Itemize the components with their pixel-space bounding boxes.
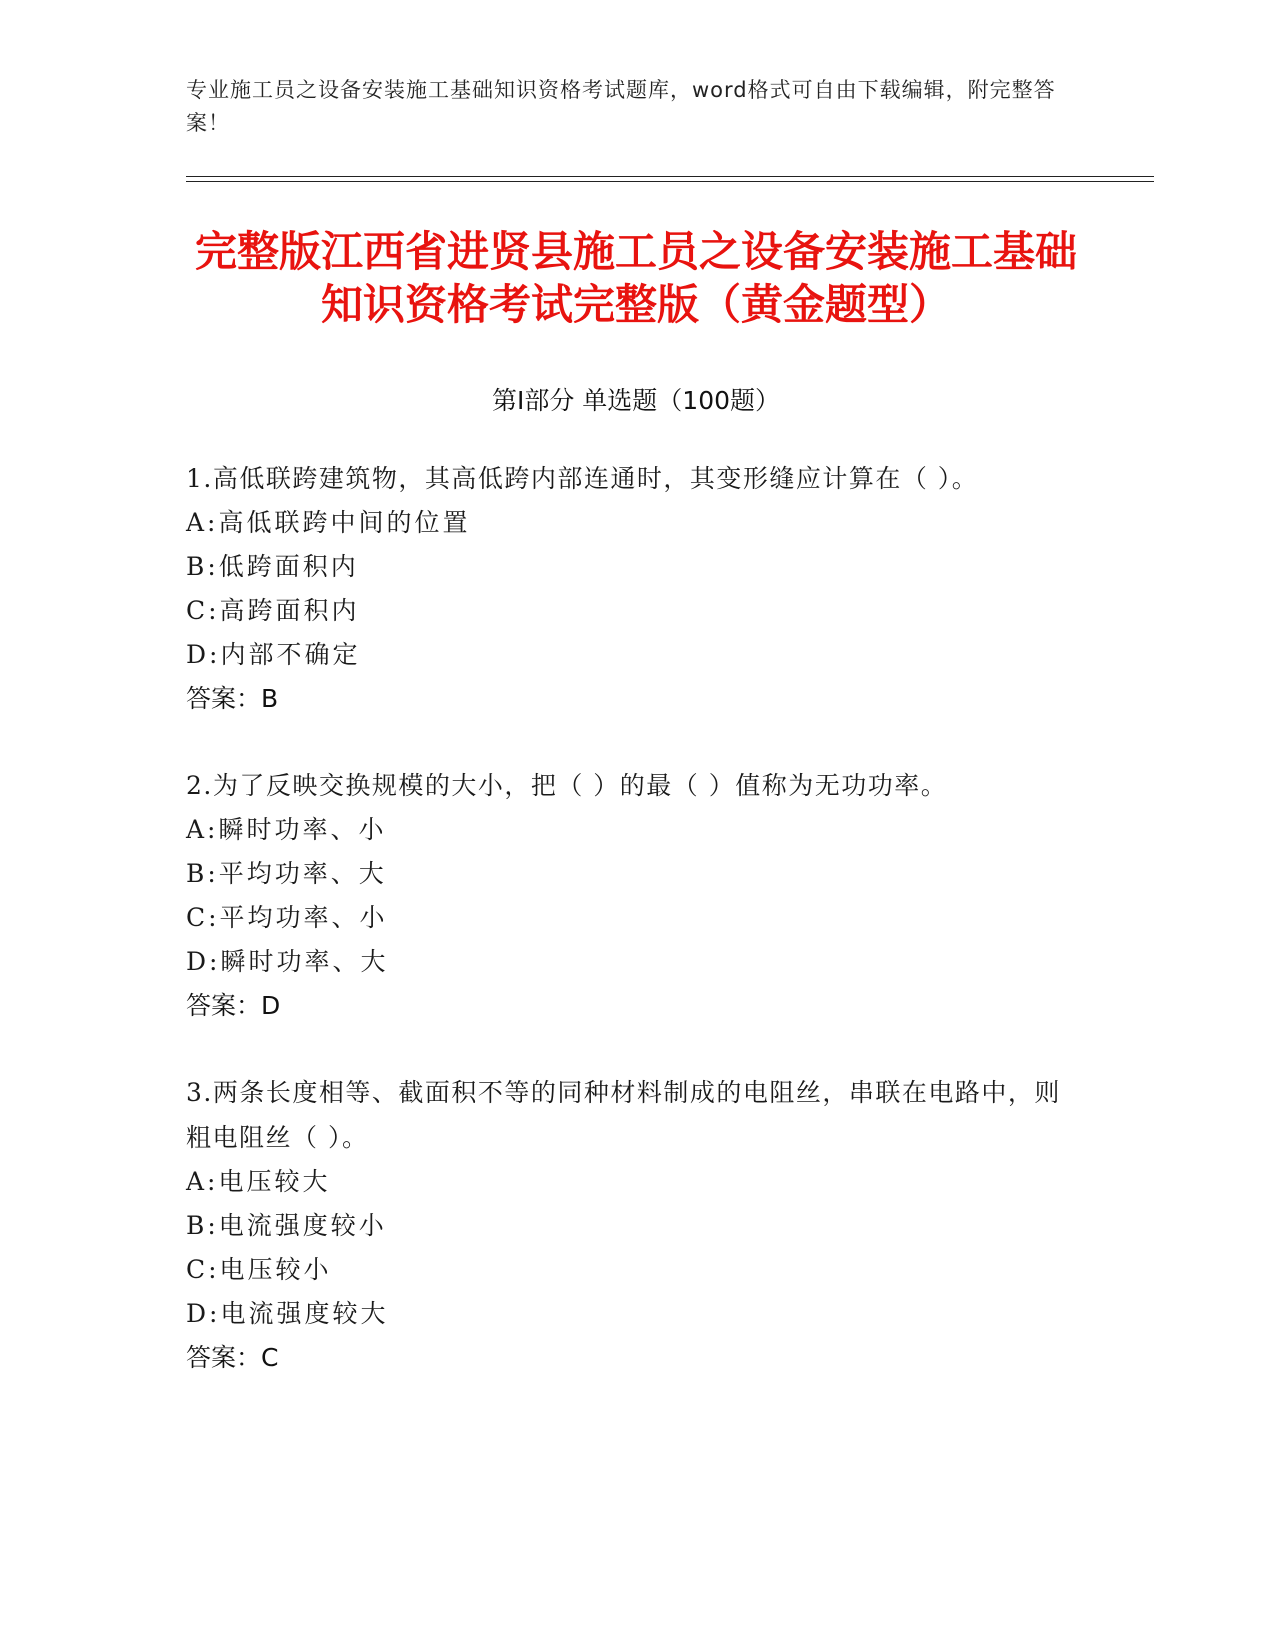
header-rule-bottom <box>186 181 1154 182</box>
header-note: 专业施工员之设备安装施工基础知识资格考试题库，word格式可自由下载编辑，附完整答案！ <box>186 78 1056 135</box>
question-text: 1.高低联跨建筑物，其高低跨内部连通时，其变形缝应计算在（ ）。 <box>186 464 979 493</box>
option-c: C:高跨面积内 <box>186 596 360 625</box>
answer: 答案：B <box>186 684 279 713</box>
section-title: 第Ⅰ部分 单选题（100题） <box>491 386 781 415</box>
option-c: C:电压较小 <box>186 1255 332 1284</box>
option-a: A:电压较大 <box>186 1167 331 1196</box>
option-a: A:瞬时功率、小 <box>186 815 387 844</box>
question-text: 2.为了反映交换规模的大小，把（ ）的最（ ）值称为无功功率。 <box>186 771 948 800</box>
option-a: A:高低联跨中间的位置 <box>186 508 471 537</box>
header-rule-top <box>186 176 1154 177</box>
document-title: 完整版江西省进贤县施工员之设备安装施工基础知识资格考试完整版（黄金题型） <box>194 227 1077 329</box>
option-b: B:平均功率、大 <box>186 859 387 888</box>
option-d: D:电流强度较大 <box>186 1299 389 1328</box>
option-d: D:内部不确定 <box>186 640 361 669</box>
question-text: 3.两条长度相等、截面积不等的同种材料制成的电阻丝，串联在电路中，则粗电阻丝（ ）。 <box>186 1078 1061 1152</box>
answer: 答案：D <box>186 991 281 1020</box>
option-b: B:电流强度较小 <box>186 1211 387 1240</box>
option-b: B:低跨面积内 <box>186 552 359 581</box>
answer: 答案：C <box>186 1343 279 1372</box>
option-c: C:平均功率、小 <box>186 903 388 932</box>
option-d: D:瞬时功率、大 <box>186 947 389 976</box>
